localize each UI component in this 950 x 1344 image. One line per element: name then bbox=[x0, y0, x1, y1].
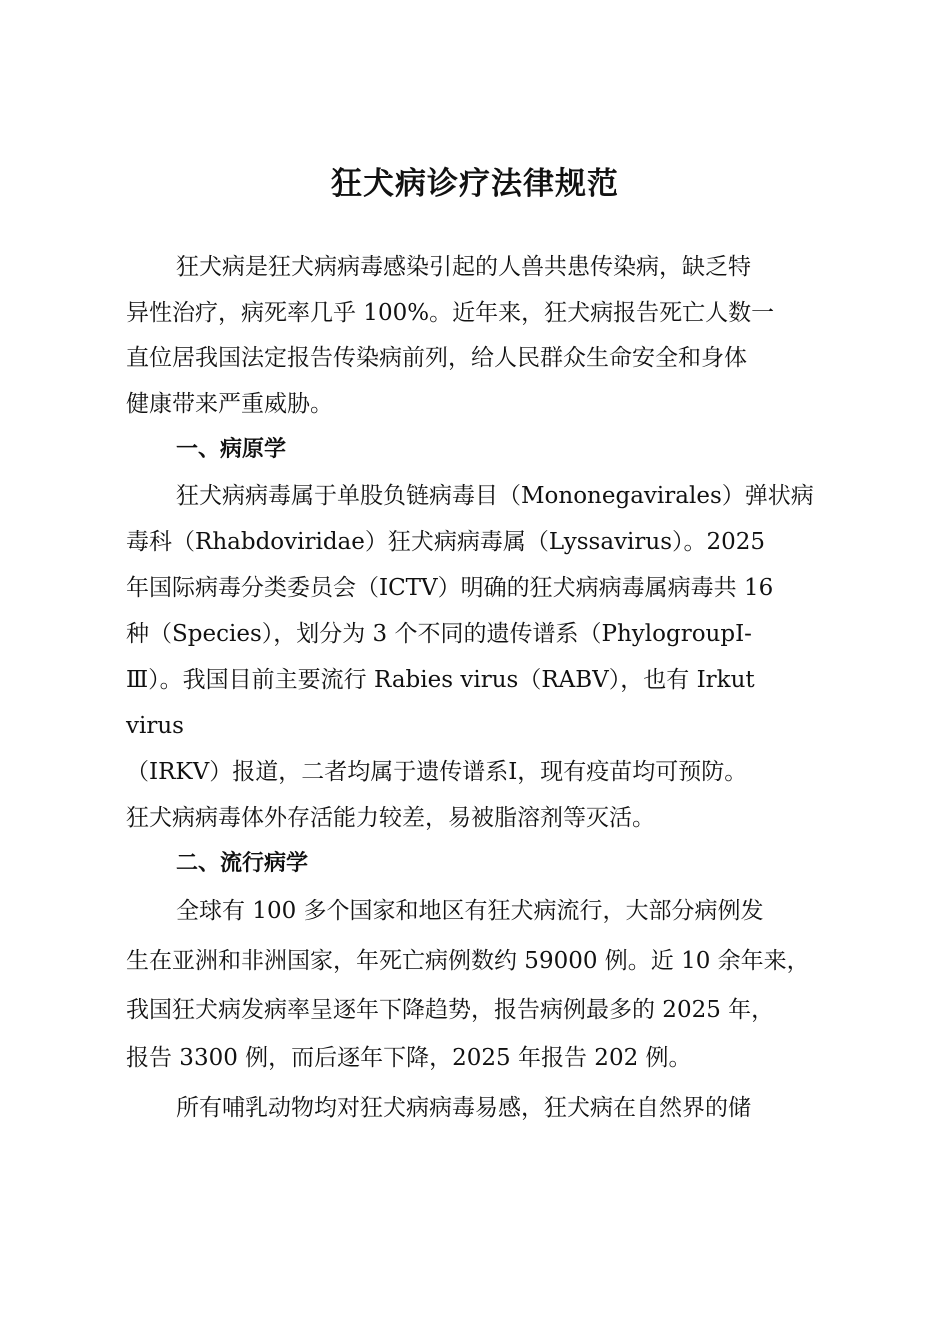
paragraph-line: 种（Species），划分为 3 个不同的遗传谱系（PhylogroupⅠ- bbox=[126, 621, 752, 647]
page-title: 狂犬病诊疗法律规范 bbox=[331, 166, 619, 202]
paragraph-line: 所有哺乳动物均对狂犬病病毒易感，狂犬病在自然界的储 bbox=[176, 1095, 751, 1121]
paragraph-line: 全球有 100 多个国家和地区有狂犬病流行，大部分病例发 bbox=[176, 898, 764, 924]
paragraph-line: 异性治疗，病死率几乎 100%。近年来，狂犬病报告死亡人数一 bbox=[126, 300, 775, 326]
paragraph-line: virus bbox=[126, 713, 184, 739]
paragraph-line: 生在亚洲和非洲国家，年死亡病例数约 59000 例。近 10 余年来， bbox=[126, 948, 810, 974]
paragraph-line: 毒科（Rhabdoviridae）狂犬病病毒属（Lyssavirus）。2025 bbox=[126, 529, 766, 555]
paragraph-line: 狂犬病是狂犬病病毒感染引起的人兽共患传染病，缺乏特 bbox=[176, 254, 751, 280]
paragraph-line: 我国狂犬病发病率呈逐年下降趋势，报告病例最多的 2025 年， bbox=[126, 997, 775, 1023]
paragraph-line: Ⅲ）。我国目前主要流行 Rabies virus（RABV），也有 Irkut bbox=[126, 667, 755, 693]
paragraph-line: 直位居我国法定报告传染病前列，给人民群众生命安全和身体 bbox=[126, 345, 747, 371]
paragraph-line: 报告 3300 例，而后逐年下降，2025 年报告 202 例。 bbox=[126, 1045, 692, 1071]
section-heading: 二、流行病学 bbox=[176, 851, 309, 876]
paragraph-line: 年国际病毒分类委员会（ICTV）明确的狂犬病病毒属病毒共 16 bbox=[126, 575, 774, 601]
paragraph-line: 健康带来严重威胁。 bbox=[126, 391, 333, 417]
paragraph-line: （IRKV）报道，二者均属于遗传谱系Ⅰ，现有疫苗均可预防。 bbox=[126, 759, 748, 785]
paragraph-line: 狂犬病病毒属于单股负链病毒目（Mononegavirales）弹状病 bbox=[176, 483, 814, 509]
paragraph-line: 狂犬病病毒体外存活能力较差，易被脂溶剂等灭活。 bbox=[126, 805, 655, 831]
section-heading: 一、病原学 bbox=[176, 437, 287, 462]
